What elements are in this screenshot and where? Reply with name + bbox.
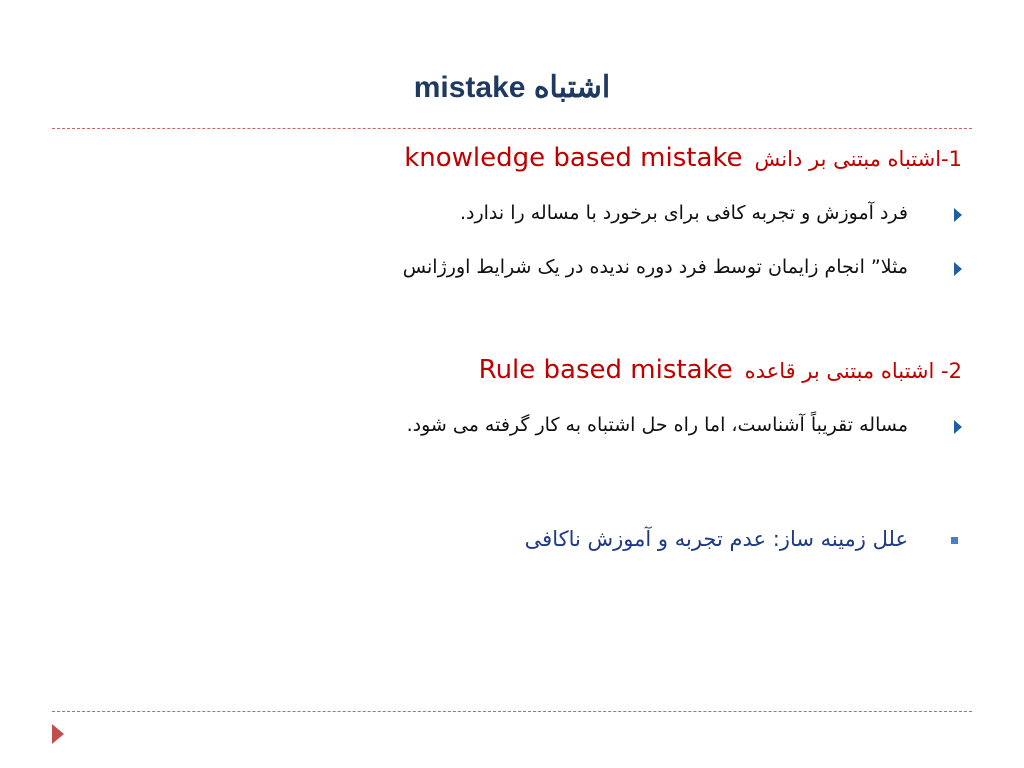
section1-heading-fa: 1-اشتباه مبتنی بر دانش — [754, 147, 962, 171]
section2-heading — [479, 355, 962, 385]
square-bullet-icon — [951, 537, 958, 544]
triangle-bullet-icon — [954, 208, 962, 222]
bullet-text: مثلا” انجام زایمان توسط فرد دوره ندیده در یک شرایط اورژانس — [402, 256, 908, 278]
slide-title: اشتباه mistake — [413, 71, 611, 104]
bullet-text: فرد آموزش و تجربه کافی برای برخورد با مساله را ندارد. — [459, 202, 908, 224]
section1-heading — [404, 143, 962, 173]
bullet-text: مساله تقریباً آشناست، اما راه حل اشتباه به کار گرفته می شود. — [406, 414, 908, 436]
triangle-bullet-icon — [954, 262, 962, 276]
note-text: علل زمینه ساز: عدم تجربه و آموزش ناکافی — [524, 527, 908, 551]
causes-note — [525, 527, 962, 551]
bottom-divider — [52, 711, 972, 712]
section2-heading-en: Rule based mistake — [478, 355, 733, 385]
bullet-item — [202, 202, 962, 224]
bullet-item — [202, 256, 962, 278]
section1-heading-en: knowledge based mistake — [404, 143, 743, 173]
section2-heading-fa: 2- اشتباه مبتنی بر قاعده — [744, 359, 962, 383]
triangle-bullet-icon — [954, 420, 962, 434]
bullet-item — [202, 414, 962, 436]
play-arrow-icon — [52, 724, 64, 744]
top-divider — [52, 128, 972, 129]
